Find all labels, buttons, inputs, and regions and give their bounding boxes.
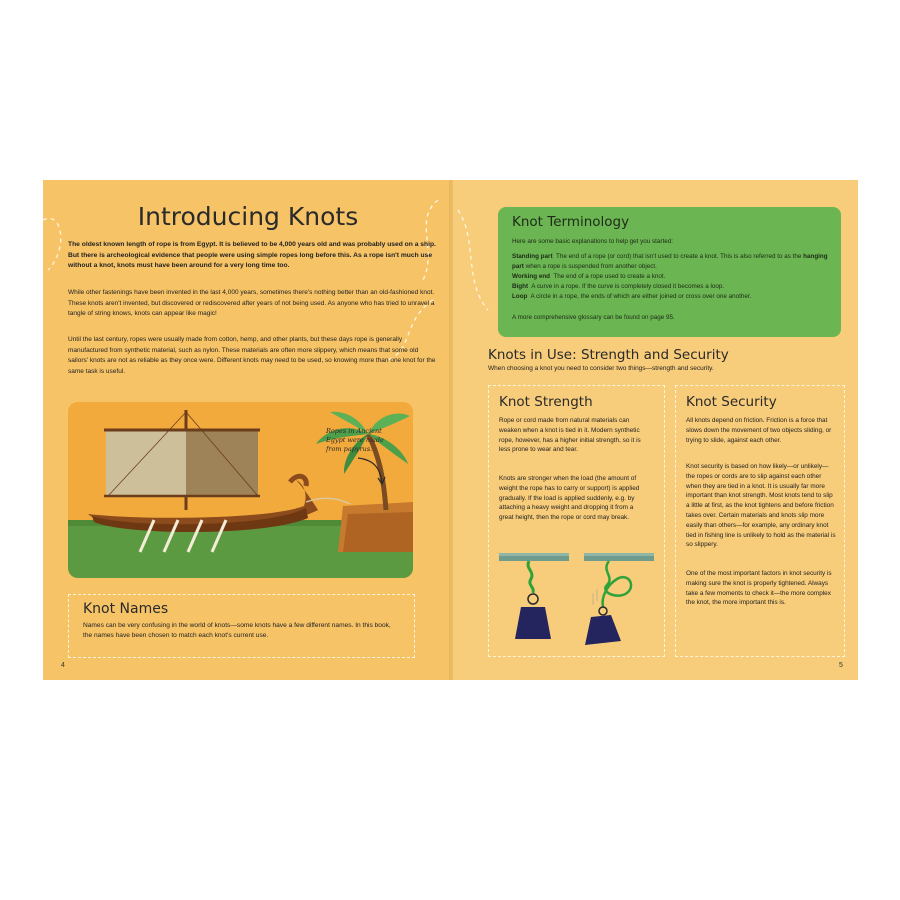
knot-names-title: Knot Names <box>83 601 169 617</box>
term-working-end: Working end The end of a rope used to create a knot. <box>512 273 666 280</box>
terminology-title: Knot Terminology <box>512 214 630 230</box>
section-subtitle-knots-in-use: When choosing a knot you need to consider two things—strength and security. <box>488 365 714 372</box>
page-number-right: 5 <box>839 662 843 669</box>
illustration-caption: Ropes in Ancient Egypt were made from papyrus. <box>326 427 384 453</box>
term-bight: Bight A curve in a rope. If the curve is completely closed it becomes a loop. <box>512 283 725 290</box>
terminology-intro: Here are some basic explanations to help get you started: <box>512 238 674 245</box>
paragraph-fastenings: While other fastenings have been invented in the last 4,000 years, sometimes there's nothing better than an old-fashioned knot. These knots aren't invented, but discovered or rediscovered after years of not being used. As anyone who has tried to unravel a tangle of string knows, knots can appear like magic! <box>68 289 435 317</box>
knot-strength-card <box>488 385 665 657</box>
knot-names-box <box>68 594 415 658</box>
paragraph-materials: Until the last century, ropes were usually made from cotton, hemp, and other plants, but these days rope is generally manufactured from synthetic material, such as nylon. These materials are often more slippery, which means that some old sailors' knots are not as reliable as they once were. Different knots may need to be used, so knowing more than one knot for the same task is useful. <box>68 336 436 375</box>
book-spread <box>43 180 858 680</box>
left-page <box>43 180 453 680</box>
hanging-weights-illustration <box>489 549 664 654</box>
page-title: Introducing Knots <box>137 202 359 231</box>
knot-security-text-1: All knots depend on friction. Friction is a force that slows down the movement of two objects sliding, or trying to slide, against each other. <box>686 417 832 444</box>
terminology-footer: A more comprehensive glossary can be found on page 95. <box>512 314 675 321</box>
knot-security-card <box>675 385 845 657</box>
term-standing-part: Standing part The end of a rope (or cord) that isn't used to create a knot. This is also referred to as the hanging part when a rope is suspended from another object. <box>512 253 828 270</box>
knot-security-text-3: One of the most important factors in knot security is making sure the knot is properly tightened. Always take a few moments to check it—the more complex the knot, the more important this is. <box>686 570 832 607</box>
knot-strength-text-1: Rope or cord made from natural materials can weaken when a knot is tied in it. Modern synthetic rope, however, has a higher initial strength, so it is less prone to wear and tear. <box>499 417 641 454</box>
term-loop: Loop A circle in a rope, the ends of which are either joined or cross over one another. <box>512 293 752 300</box>
knot-security-text-2: Knot security is based on how likely—or unlikely—the ropes or cords are to slip against each other when they are tied in a knot. It is usually far more important than knot strength. Most knots tend to slip a little at first, as the knot tightens and before friction takes over. Certain materials and knots slip more easily than others—for example, any ordinary knot tied in fishing line is unlikely to hold as the material is so slippery. <box>686 463 836 549</box>
knot-security-title: Knot Security <box>686 394 777 410</box>
knot-strength-title: Knot Strength <box>499 394 593 410</box>
page-number-left: 4 <box>61 662 65 669</box>
right-page <box>453 180 858 680</box>
knot-strength-text-2: Knots are stronger when the load (the amount of weight the rope has to carry or support) is applied gradually. If the load is applied suddenly, e.g. by attaching a heavy weight and dropping it from a great height, then the rope or cord may break. <box>499 475 640 522</box>
section-title-knots-in-use: Knots in Use: Strength and Security <box>488 347 729 363</box>
terminology-list <box>512 252 832 302</box>
knot-names-text: Names can be very confusing in the world of knots—some knots have a few different names. In this book, the names have been chosen to match each knot's current use. <box>83 622 391 639</box>
intro-paragraph: The oldest known length of rope is from Egypt. It is believed to be 4,000 years old and was probably used on a ship. But there is archeological evidence that people were using simple ropes long before this. As a rope isn't much use without a knot, knots must have been around for a very long time too. <box>68 241 436 269</box>
terminology-box <box>498 207 841 337</box>
